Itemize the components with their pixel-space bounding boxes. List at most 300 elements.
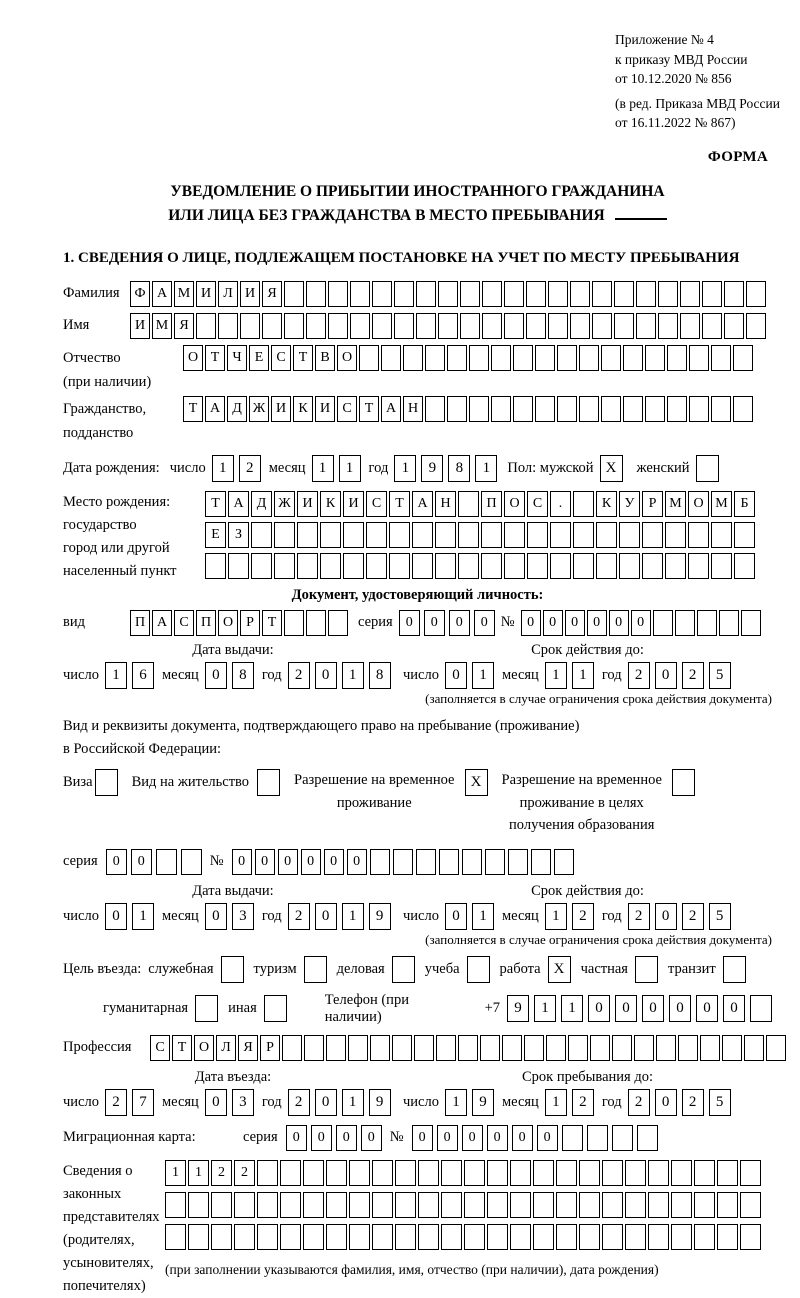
- char-box[interactable]: [688, 522, 709, 548]
- char-box[interactable]: 0: [445, 903, 467, 930]
- char-box[interactable]: [570, 313, 590, 339]
- char-box[interactable]: [535, 345, 555, 371]
- char-box[interactable]: С: [366, 491, 387, 517]
- char-box[interactable]: 0: [609, 610, 629, 636]
- char-box[interactable]: [602, 1160, 623, 1186]
- char-box[interactable]: Н: [403, 396, 423, 422]
- char-box[interactable]: [416, 849, 436, 875]
- char-box[interactable]: [350, 313, 370, 339]
- char-box[interactable]: И: [130, 313, 150, 339]
- char-box[interactable]: [372, 281, 392, 307]
- char-box[interactable]: [441, 1160, 462, 1186]
- char-box[interactable]: 1: [545, 1089, 567, 1116]
- char-box[interactable]: [504, 281, 524, 307]
- char-box[interactable]: [303, 1160, 324, 1186]
- char-box[interactable]: М: [665, 491, 686, 517]
- char-box[interactable]: [284, 313, 304, 339]
- char-box[interactable]: 0: [315, 903, 337, 930]
- char-box[interactable]: [359, 345, 379, 371]
- char-box[interactable]: [460, 281, 480, 307]
- char-box[interactable]: [579, 1192, 600, 1218]
- char-box[interactable]: 0: [445, 662, 467, 689]
- char-box[interactable]: [280, 1192, 301, 1218]
- char-box[interactable]: [700, 1035, 720, 1061]
- char-box[interactable]: И: [297, 491, 318, 517]
- char-box[interactable]: [717, 1224, 738, 1250]
- char-box[interactable]: [642, 522, 663, 548]
- char-box[interactable]: [648, 1224, 669, 1250]
- char-box[interactable]: [533, 1160, 554, 1186]
- char-box[interactable]: [746, 313, 766, 339]
- char-box[interactable]: [460, 313, 480, 339]
- char-box[interactable]: [418, 1160, 439, 1186]
- char-box[interactable]: [438, 313, 458, 339]
- char-box[interactable]: [694, 1224, 715, 1250]
- char-box[interactable]: 1: [475, 455, 497, 482]
- char-box[interactable]: [689, 345, 709, 371]
- gender-female-checkbox[interactable]: [696, 455, 719, 482]
- char-box[interactable]: 1: [342, 903, 364, 930]
- char-box[interactable]: [579, 345, 599, 371]
- char-box[interactable]: [658, 281, 678, 307]
- char-box[interactable]: Р: [642, 491, 663, 517]
- char-box[interactable]: 1: [394, 455, 416, 482]
- purpose-tourism-checkbox[interactable]: [304, 956, 327, 983]
- char-box[interactable]: 0: [255, 849, 275, 875]
- char-box[interactable]: 2: [288, 1089, 310, 1116]
- char-box[interactable]: [392, 1035, 412, 1061]
- char-box[interactable]: [458, 553, 479, 579]
- char-box[interactable]: [524, 1035, 544, 1061]
- char-box[interactable]: [570, 281, 590, 307]
- char-box[interactable]: [579, 396, 599, 422]
- char-box[interactable]: 2: [628, 662, 650, 689]
- char-box[interactable]: Т: [183, 396, 203, 422]
- char-box[interactable]: 0: [588, 995, 610, 1022]
- char-box[interactable]: 0: [311, 1125, 332, 1151]
- char-box[interactable]: [733, 345, 753, 371]
- char-box[interactable]: [557, 345, 577, 371]
- char-box[interactable]: К: [293, 396, 313, 422]
- char-box[interactable]: [372, 1224, 393, 1250]
- char-box[interactable]: [724, 313, 744, 339]
- char-box[interactable]: [343, 553, 364, 579]
- char-box[interactable]: [548, 281, 568, 307]
- char-box[interactable]: [533, 1224, 554, 1250]
- char-box[interactable]: А: [381, 396, 401, 422]
- char-box[interactable]: [592, 313, 612, 339]
- char-box[interactable]: [587, 1125, 608, 1151]
- char-box[interactable]: Т: [262, 610, 282, 636]
- char-box[interactable]: [601, 396, 621, 422]
- char-box[interactable]: [280, 1160, 301, 1186]
- char-box[interactable]: А: [152, 610, 172, 636]
- char-box[interactable]: Т: [172, 1035, 192, 1061]
- char-box[interactable]: 0: [315, 662, 337, 689]
- char-box[interactable]: [469, 396, 489, 422]
- char-box[interactable]: [372, 313, 392, 339]
- char-box[interactable]: [487, 1224, 508, 1250]
- char-box[interactable]: 9: [369, 903, 391, 930]
- char-box[interactable]: [573, 491, 594, 517]
- char-box[interactable]: [412, 522, 433, 548]
- char-box[interactable]: [562, 1125, 583, 1151]
- char-box[interactable]: [487, 1160, 508, 1186]
- char-box[interactable]: З: [228, 522, 249, 548]
- char-box[interactable]: М: [174, 281, 194, 307]
- char-box[interactable]: [156, 849, 177, 875]
- char-box[interactable]: [619, 522, 640, 548]
- char-box[interactable]: [297, 522, 318, 548]
- char-box[interactable]: [435, 522, 456, 548]
- char-box[interactable]: [550, 522, 571, 548]
- purpose-official-checkbox[interactable]: [221, 956, 244, 983]
- char-box[interactable]: [469, 345, 489, 371]
- char-box[interactable]: [665, 522, 686, 548]
- char-box[interactable]: [188, 1192, 209, 1218]
- char-box[interactable]: [234, 1192, 255, 1218]
- char-box[interactable]: [491, 345, 511, 371]
- char-box[interactable]: 5: [709, 662, 731, 689]
- char-box[interactable]: [688, 553, 709, 579]
- char-box[interactable]: [625, 1160, 646, 1186]
- char-box[interactable]: [573, 553, 594, 579]
- char-box[interactable]: 9: [472, 1089, 494, 1116]
- char-box[interactable]: А: [205, 396, 225, 422]
- char-box[interactable]: А: [228, 491, 249, 517]
- char-box[interactable]: [165, 1224, 186, 1250]
- char-box[interactable]: [702, 313, 722, 339]
- char-box[interactable]: [370, 1035, 390, 1061]
- char-box[interactable]: [274, 553, 295, 579]
- char-box[interactable]: [343, 522, 364, 548]
- char-box[interactable]: 0: [205, 1089, 227, 1116]
- char-box[interactable]: [533, 1192, 554, 1218]
- char-box[interactable]: [653, 610, 673, 636]
- char-box[interactable]: 0: [669, 995, 691, 1022]
- char-box[interactable]: [568, 1035, 588, 1061]
- char-box[interactable]: [389, 553, 410, 579]
- char-box[interactable]: [240, 313, 260, 339]
- char-box[interactable]: [625, 1224, 646, 1250]
- char-box[interactable]: [218, 313, 238, 339]
- char-box[interactable]: [711, 553, 732, 579]
- char-box[interactable]: 0: [131, 849, 152, 875]
- char-box[interactable]: И: [315, 396, 335, 422]
- char-box[interactable]: А: [412, 491, 433, 517]
- char-box[interactable]: [648, 1192, 669, 1218]
- char-box[interactable]: [634, 1035, 654, 1061]
- char-box[interactable]: [554, 849, 574, 875]
- char-box[interactable]: [257, 1224, 278, 1250]
- char-box[interactable]: [349, 1192, 370, 1218]
- char-box[interactable]: [596, 553, 617, 579]
- char-box[interactable]: [234, 1224, 255, 1250]
- char-box[interactable]: [680, 313, 700, 339]
- char-box[interactable]: М: [711, 491, 732, 517]
- char-box[interactable]: 0: [278, 849, 298, 875]
- char-box[interactable]: [436, 1035, 456, 1061]
- char-box[interactable]: [458, 522, 479, 548]
- char-box[interactable]: Б: [734, 491, 755, 517]
- char-box[interactable]: 5: [709, 903, 731, 930]
- char-box[interactable]: [481, 522, 502, 548]
- char-box[interactable]: С: [150, 1035, 170, 1061]
- char-box[interactable]: [284, 281, 304, 307]
- char-box[interactable]: [425, 345, 445, 371]
- char-box[interactable]: [425, 396, 445, 422]
- char-box[interactable]: [535, 396, 555, 422]
- char-box[interactable]: [719, 610, 739, 636]
- purpose-business-checkbox[interactable]: [392, 956, 415, 983]
- char-box[interactable]: [694, 1160, 715, 1186]
- char-box[interactable]: [602, 1192, 623, 1218]
- char-box[interactable]: [671, 1160, 692, 1186]
- char-box[interactable]: [740, 1160, 761, 1186]
- char-box[interactable]: 0: [315, 1089, 337, 1116]
- char-box[interactable]: [481, 553, 502, 579]
- char-box[interactable]: [734, 522, 755, 548]
- char-box[interactable]: [642, 553, 663, 579]
- char-box[interactable]: 2: [234, 1160, 255, 1186]
- char-box[interactable]: [462, 849, 482, 875]
- char-box[interactable]: 0: [565, 610, 585, 636]
- char-box[interactable]: И: [271, 396, 291, 422]
- char-box[interactable]: С: [527, 491, 548, 517]
- char-box[interactable]: 1: [339, 455, 361, 482]
- char-box[interactable]: 8: [448, 455, 470, 482]
- char-box[interactable]: Т: [205, 345, 225, 371]
- char-box[interactable]: [722, 1035, 742, 1061]
- char-box[interactable]: 2: [288, 662, 310, 689]
- char-box[interactable]: [458, 1035, 478, 1061]
- char-box[interactable]: [181, 849, 202, 875]
- char-box[interactable]: .: [550, 491, 571, 517]
- char-box[interactable]: [510, 1160, 531, 1186]
- char-box[interactable]: 0: [286, 1125, 307, 1151]
- char-box[interactable]: [740, 1224, 761, 1250]
- char-box[interactable]: [403, 345, 423, 371]
- char-box[interactable]: Р: [240, 610, 260, 636]
- char-box[interactable]: 2: [572, 903, 594, 930]
- char-box[interactable]: 2: [628, 903, 650, 930]
- char-box[interactable]: [619, 553, 640, 579]
- char-box[interactable]: [418, 1192, 439, 1218]
- char-box[interactable]: 0: [655, 1089, 677, 1116]
- temp-residence-checkbox[interactable]: X: [465, 769, 488, 796]
- char-box[interactable]: [675, 610, 695, 636]
- char-box[interactable]: [502, 1035, 522, 1061]
- char-box[interactable]: И: [343, 491, 364, 517]
- char-box[interactable]: [464, 1160, 485, 1186]
- char-box[interactable]: 0: [655, 903, 677, 930]
- char-box[interactable]: [188, 1224, 209, 1250]
- char-box[interactable]: 1: [312, 455, 334, 482]
- char-box[interactable]: [441, 1224, 462, 1250]
- char-box[interactable]: [671, 1224, 692, 1250]
- char-box[interactable]: [372, 1160, 393, 1186]
- char-box[interactable]: 0: [512, 1125, 533, 1151]
- char-box[interactable]: 0: [462, 1125, 483, 1151]
- char-box[interactable]: [284, 610, 304, 636]
- char-box[interactable]: Я: [238, 1035, 258, 1061]
- purpose-transit-checkbox[interactable]: [723, 956, 746, 983]
- char-box[interactable]: Т: [389, 491, 410, 517]
- char-box[interactable]: 9: [369, 1089, 391, 1116]
- char-box[interactable]: П: [130, 610, 150, 636]
- char-box[interactable]: 0: [106, 849, 127, 875]
- char-box[interactable]: [614, 313, 634, 339]
- char-box[interactable]: [711, 396, 731, 422]
- char-box[interactable]: 1: [545, 903, 567, 930]
- char-box[interactable]: 6: [132, 662, 154, 689]
- char-box[interactable]: 0: [361, 1125, 382, 1151]
- char-box[interactable]: [689, 396, 709, 422]
- char-box[interactable]: 1: [572, 662, 594, 689]
- char-box[interactable]: [211, 1192, 232, 1218]
- char-box[interactable]: [510, 1192, 531, 1218]
- char-box[interactable]: [526, 313, 546, 339]
- char-box[interactable]: Л: [216, 1035, 236, 1061]
- char-box[interactable]: 0: [412, 1125, 433, 1151]
- char-box[interactable]: Д: [251, 491, 272, 517]
- char-box[interactable]: 2: [682, 903, 704, 930]
- char-box[interactable]: [447, 396, 467, 422]
- char-box[interactable]: [491, 396, 511, 422]
- char-box[interactable]: 1: [445, 1089, 467, 1116]
- char-box[interactable]: [282, 1035, 302, 1061]
- char-box[interactable]: [482, 313, 502, 339]
- char-box[interactable]: 0: [723, 995, 745, 1022]
- char-box[interactable]: [678, 1035, 698, 1061]
- char-box[interactable]: 0: [543, 610, 563, 636]
- char-box[interactable]: Я: [262, 281, 282, 307]
- char-box[interactable]: [656, 1035, 676, 1061]
- char-box[interactable]: [416, 313, 436, 339]
- char-box[interactable]: П: [196, 610, 216, 636]
- char-box[interactable]: Я: [174, 313, 194, 339]
- char-box[interactable]: [257, 1192, 278, 1218]
- char-box[interactable]: 0: [537, 1125, 558, 1151]
- char-box[interactable]: Е: [249, 345, 269, 371]
- char-box[interactable]: [381, 345, 401, 371]
- char-box[interactable]: [750, 995, 772, 1022]
- char-box[interactable]: [328, 610, 348, 636]
- char-box[interactable]: Е: [205, 522, 226, 548]
- char-box[interactable]: К: [320, 491, 341, 517]
- char-box[interactable]: [205, 553, 226, 579]
- char-box[interactable]: 2: [239, 455, 261, 482]
- char-box[interactable]: 8: [369, 662, 391, 689]
- char-box[interactable]: [645, 396, 665, 422]
- char-box[interactable]: А: [152, 281, 172, 307]
- char-box[interactable]: [556, 1224, 577, 1250]
- char-box[interactable]: [513, 396, 533, 422]
- char-box[interactable]: [366, 522, 387, 548]
- char-box[interactable]: [573, 522, 594, 548]
- purpose-study-checkbox[interactable]: [467, 956, 490, 983]
- char-box[interactable]: [697, 610, 717, 636]
- gender-male-checkbox[interactable]: X: [600, 455, 623, 482]
- char-box[interactable]: 9: [421, 455, 443, 482]
- char-box[interactable]: [349, 1224, 370, 1250]
- char-box[interactable]: [418, 1224, 439, 1250]
- char-box[interactable]: [395, 1192, 416, 1218]
- char-box[interactable]: 1: [212, 455, 234, 482]
- char-box[interactable]: [637, 1125, 658, 1151]
- char-box[interactable]: [508, 849, 528, 875]
- char-box[interactable]: [482, 281, 502, 307]
- char-box[interactable]: [304, 1035, 324, 1061]
- char-box[interactable]: 0: [521, 610, 541, 636]
- char-box[interactable]: [717, 1160, 738, 1186]
- char-box[interactable]: [548, 313, 568, 339]
- char-box[interactable]: [306, 610, 326, 636]
- char-box[interactable]: [395, 1160, 416, 1186]
- char-box[interactable]: [741, 610, 761, 636]
- char-box[interactable]: [328, 281, 348, 307]
- char-box[interactable]: [393, 849, 413, 875]
- char-box[interactable]: 2: [211, 1160, 232, 1186]
- char-box[interactable]: [349, 1160, 370, 1186]
- char-box[interactable]: [636, 313, 656, 339]
- char-box[interactable]: [636, 281, 656, 307]
- char-box[interactable]: [702, 281, 722, 307]
- char-box[interactable]: [438, 281, 458, 307]
- char-box[interactable]: [665, 553, 686, 579]
- char-box[interactable]: [550, 553, 571, 579]
- char-box[interactable]: И: [196, 281, 216, 307]
- char-box[interactable]: [485, 849, 505, 875]
- char-box[interactable]: 0: [301, 849, 321, 875]
- char-box[interactable]: [614, 281, 634, 307]
- char-box[interactable]: 2: [682, 1089, 704, 1116]
- char-box[interactable]: 0: [336, 1125, 357, 1151]
- char-box[interactable]: [680, 281, 700, 307]
- char-box[interactable]: [734, 553, 755, 579]
- char-box[interactable]: 8: [232, 662, 254, 689]
- char-box[interactable]: Ж: [249, 396, 269, 422]
- char-box[interactable]: О: [688, 491, 709, 517]
- char-box[interactable]: [416, 281, 436, 307]
- char-box[interactable]: Т: [205, 491, 226, 517]
- char-box[interactable]: 0: [474, 610, 495, 636]
- char-box[interactable]: [306, 313, 326, 339]
- char-box[interactable]: 0: [105, 903, 127, 930]
- char-box[interactable]: [326, 1192, 347, 1218]
- char-box[interactable]: 1: [342, 662, 364, 689]
- char-box[interactable]: 2: [682, 662, 704, 689]
- char-box[interactable]: Т: [359, 396, 379, 422]
- temp-residence-edu-checkbox[interactable]: [672, 769, 695, 796]
- char-box[interactable]: [556, 1160, 577, 1186]
- char-box[interactable]: О: [337, 345, 357, 371]
- char-box[interactable]: [658, 313, 678, 339]
- char-box[interactable]: [667, 396, 687, 422]
- char-box[interactable]: П: [481, 491, 502, 517]
- char-box[interactable]: [590, 1035, 610, 1061]
- char-box[interactable]: 0: [642, 995, 664, 1022]
- char-box[interactable]: О: [218, 610, 238, 636]
- visa-checkbox[interactable]: [95, 769, 118, 796]
- char-box[interactable]: Р: [260, 1035, 280, 1061]
- char-box[interactable]: [526, 281, 546, 307]
- char-box[interactable]: [458, 491, 479, 517]
- char-box[interactable]: 7: [132, 1089, 154, 1116]
- char-box[interactable]: М: [152, 313, 172, 339]
- char-box[interactable]: О: [183, 345, 203, 371]
- char-box[interactable]: [196, 313, 216, 339]
